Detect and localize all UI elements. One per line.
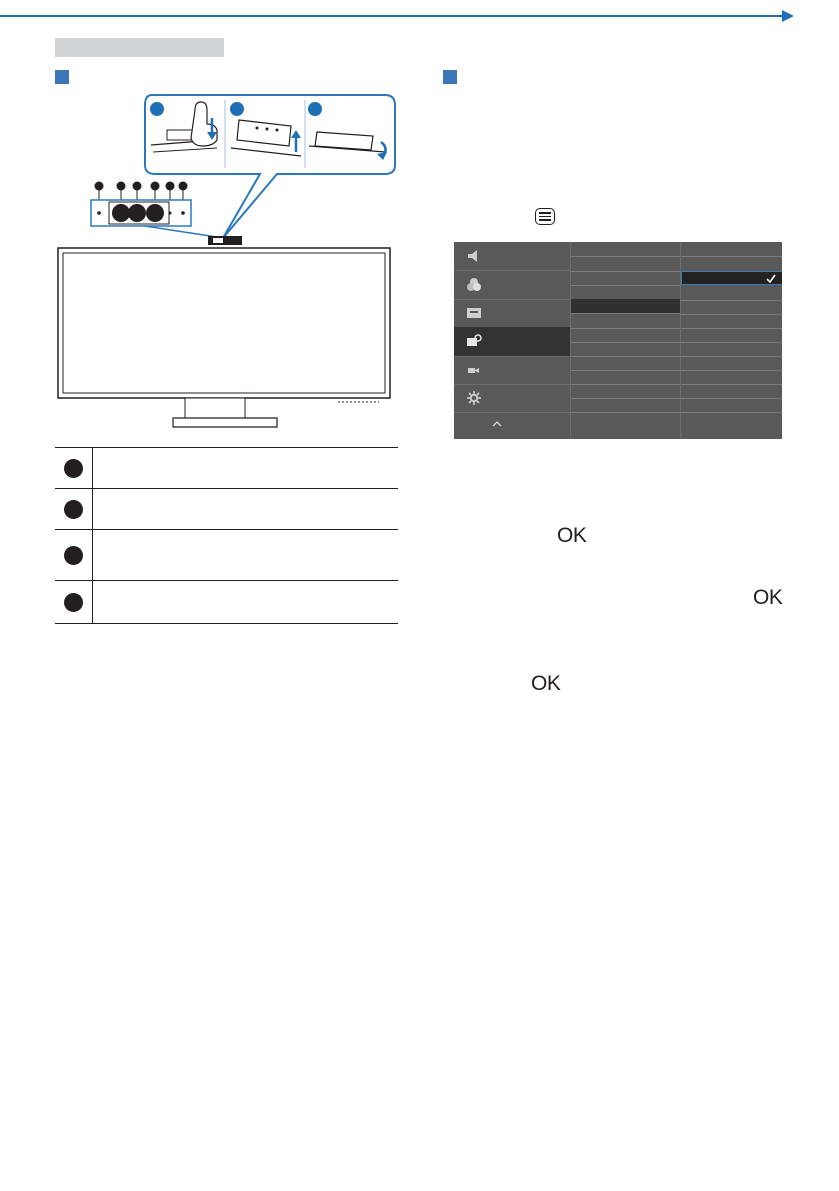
osd-option-row[interactable] (681, 242, 782, 257)
osd-option-row[interactable] (681, 286, 782, 301)
callout-legend-table (55, 447, 398, 624)
table-row (55, 448, 398, 489)
osd-submenu-row[interactable] (571, 328, 681, 343)
osd-item-audio[interactable] (454, 242, 570, 271)
step-heading-square-left (55, 70, 69, 84)
osd-option-row[interactable] (681, 356, 782, 371)
ok-button-label: OK (557, 524, 587, 547)
speaker-icon (466, 248, 482, 264)
callout-description (93, 448, 399, 489)
osd-option-row[interactable] (681, 328, 782, 343)
step-badge-3 (308, 102, 322, 116)
color-icon (466, 277, 482, 293)
osd-item-pip-settings[interactable] (454, 327, 570, 357)
osd-submenu-row[interactable] (571, 242, 681, 257)
osd-option-row[interactable] (681, 384, 782, 399)
osd-option-row[interactable] (681, 370, 782, 385)
osd-option-row[interactable] (681, 257, 782, 272)
chevron-up-icon (491, 419, 503, 429)
check-icon (766, 274, 776, 283)
osd-submenu-row[interactable] (571, 342, 681, 357)
callout-description (93, 530, 399, 581)
osd-main-menu (454, 242, 570, 439)
osd-submenu-row[interactable] (571, 271, 681, 286)
step-badge-2 (230, 102, 244, 116)
callout-marker (64, 500, 83, 519)
osd-submenu-row[interactable] (571, 356, 681, 371)
osd-submenu-row-selected[interactable] (571, 299, 681, 314)
osd-item-color[interactable] (454, 271, 570, 300)
osd-option-selected[interactable] (681, 271, 782, 285)
table-row (55, 581, 398, 624)
section-tab (55, 38, 224, 57)
webcam-front-detail (91, 182, 223, 239)
osd-option-row[interactable] (681, 342, 782, 357)
osd-submenu-row[interactable] (571, 384, 681, 399)
osd-submenu-row[interactable] (571, 370, 681, 385)
pip-settings-icon (466, 333, 482, 349)
table-row (55, 489, 398, 530)
osd-submenu-row[interactable] (571, 314, 681, 329)
menu-button-icon (535, 208, 555, 225)
table-row (55, 530, 398, 581)
osd-option-row[interactable] (681, 398, 782, 413)
input-icon (466, 305, 482, 321)
callout-marker (64, 593, 83, 612)
osd-submenu-row[interactable] (571, 285, 681, 300)
ok-button-label: OK (753, 586, 783, 609)
top-rule-arrow-icon (782, 10, 794, 22)
callout-description (93, 489, 399, 530)
webcam-icon (466, 362, 482, 378)
step-badge-1 (150, 102, 164, 116)
step-heading-square-right (443, 70, 457, 84)
monitor-drawing (58, 236, 390, 427)
osd-submenu-row[interactable] (571, 257, 681, 272)
osd-scroll-up[interactable] (454, 413, 570, 439)
osd-submenu (570, 242, 681, 439)
osd-option-row[interactable] (681, 300, 782, 315)
osd-menu (454, 242, 782, 439)
gear-icon (466, 390, 482, 406)
osd-options (680, 242, 782, 439)
webcam-installation-illustration (55, 90, 400, 435)
top-rule (0, 15, 787, 17)
ok-button-label: OK (531, 672, 561, 695)
osd-option-row[interactable] (681, 314, 782, 329)
osd-item-webcam[interactable] (454, 356, 570, 385)
callout-marker (64, 459, 83, 478)
osd-submenu-row[interactable] (571, 398, 681, 413)
osd-item-input[interactable] (454, 299, 570, 328)
callout-marker (64, 546, 83, 565)
osd-item-setup[interactable] (454, 384, 570, 413)
callout-description (93, 581, 399, 624)
